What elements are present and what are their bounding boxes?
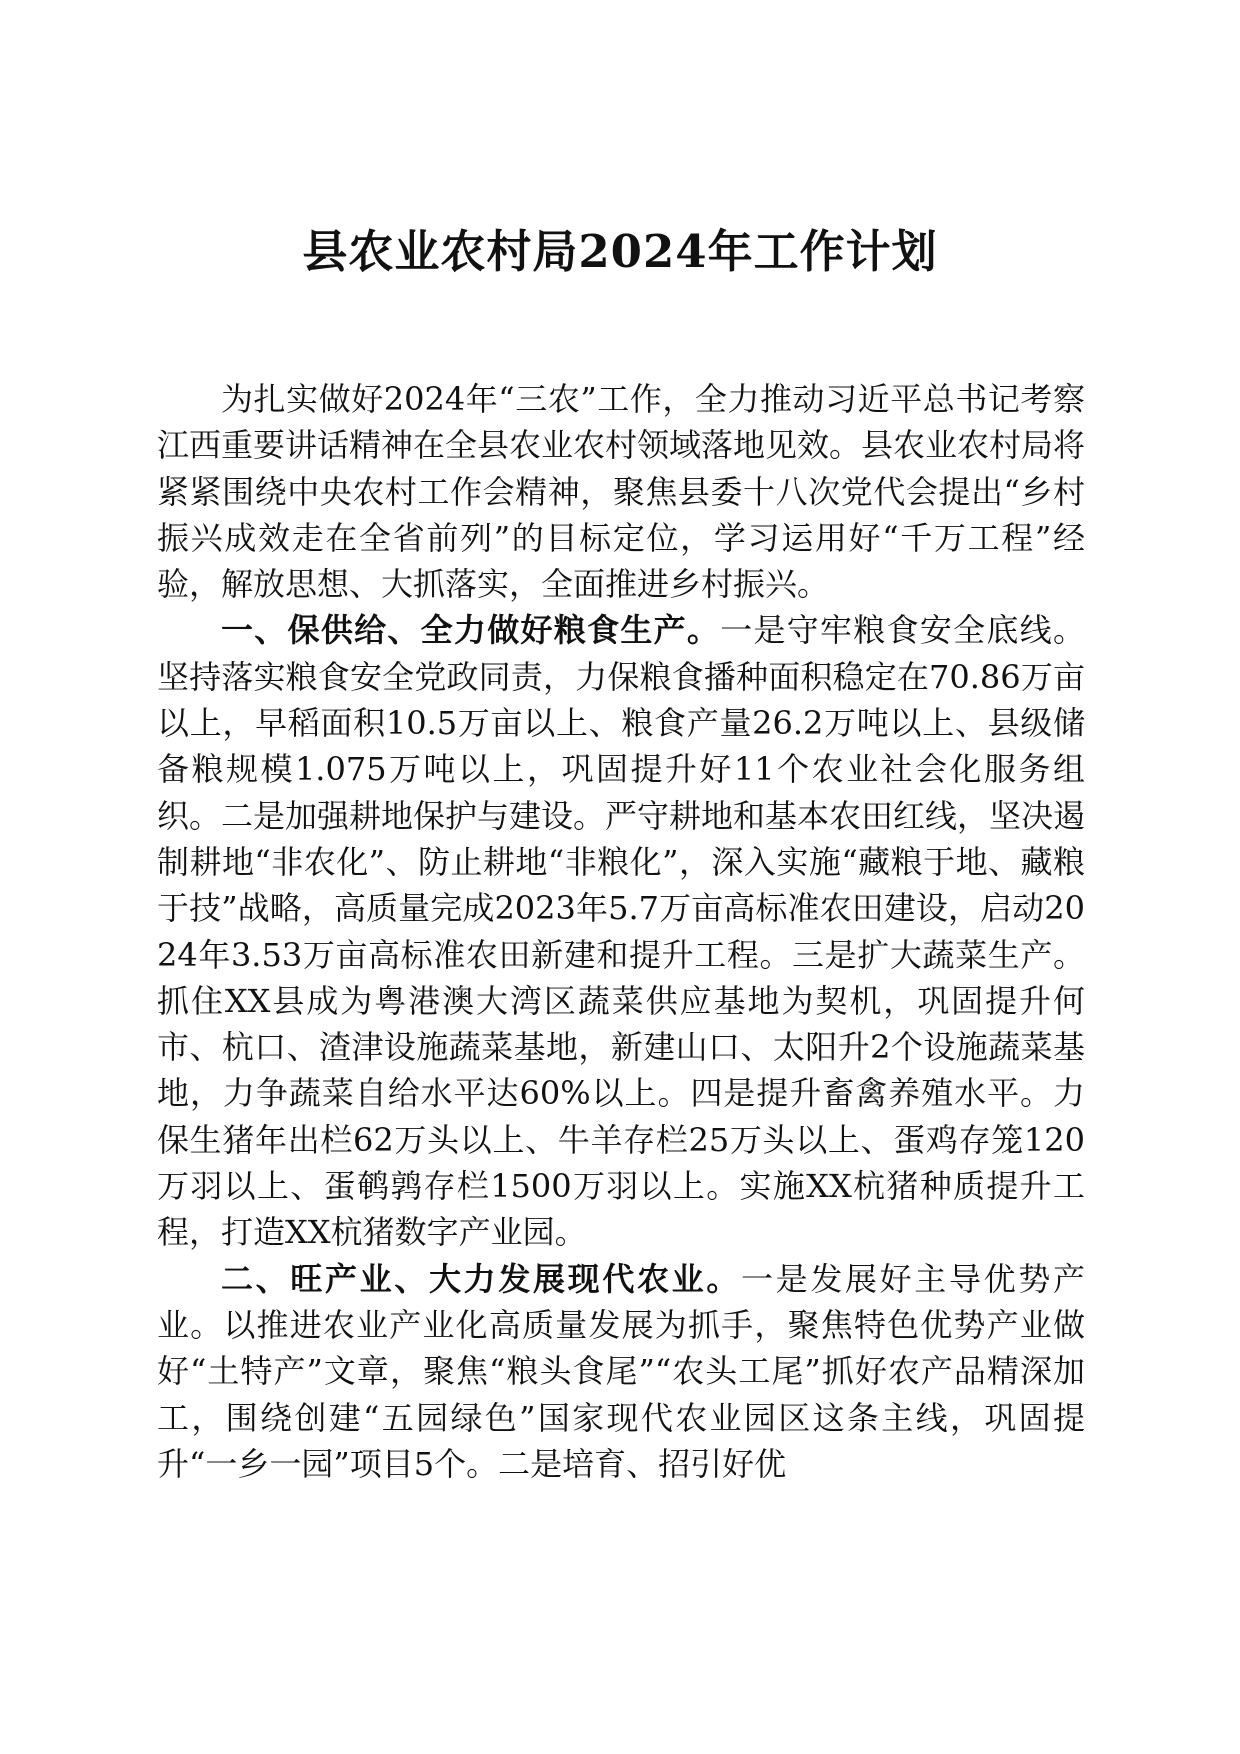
section-1-heading: 一、保供给、全力做好粮食生产。 [221, 611, 721, 650]
section-1-paragraph [157, 607, 1085, 1255]
section-2-text: 一是发展好主导优势产业。以推进农业产业化高质量发展为抓手，聚焦特色优势产业做好“土特产”文章，聚焦“粮头食尾”“农头工尾”抓好农产品精深加工，围绕创建“五园绿色”国家现代农业园区这条主线，巩固提升“一乡一园”项目5个。二是培育、招引好优 [157, 1259, 1085, 1483]
section-2-paragraph [157, 1256, 1085, 1487]
section-2-heading: 二、旺产业、大力发展现代农业。 [221, 1259, 741, 1298]
document-body [157, 376, 1085, 1487]
intro-paragraph: 为扎实做好2024年“三农”工作，全力推动习近平总书记考察江西重要讲话精神在全县农业农村领域落地见效。县农业农村局将紧紧围绕中央农村工作会精神，聚焦县委十八次党代会提出“乡村振兴成效走在全省前列”的目标定位，学习运用好“千万工程”经验，解放思想、大抓落实，全面推进乡村振兴。 [157, 380, 1086, 604]
section-1-text: 一是守牢粮食安全底线。坚持落实粮食安全党政同责，力保粮食播种面积稳定在70.86万亩以上，早稻面积10.5万亩以上、粮食产量26.2万吨以上、县级储备粮规模1.075万吨以上，巩固提升好11个农业社会化服务组织。二是加强耕地保护与建设。严守耕地和基本农田红线，坚决遏制耕地“非农化”、防止耕地“非粮化”，深入实施“藏粮于地、藏粮于技”战略，高质量完成2023年5.7万亩高标准农田建设，启动2024年3.53万亩高标准农田新建和提升工程。三是扩大蔬菜生产。抓住XX县成为粤港澳大湾区蔬菜供应基地为契机，巩固提升何市、杭口、渣津设施蔬菜基地，新建山口、太阳升2个设施蔬菜基地，力争蔬菜自给水平达60%以上。四是提升畜禽养殖水平。力保生猪年出栏62万头以上、牛羊存栏25万头以上、蛋鸡存笼120万羽以上、蛋鹌鹑存栏1500万羽以上。实施XX杭猪种质提升工程，打造XX杭猪数字产业园。 [157, 611, 1086, 1252]
document-title: 县农业农村局2024年工作计划 [302, 225, 938, 278]
